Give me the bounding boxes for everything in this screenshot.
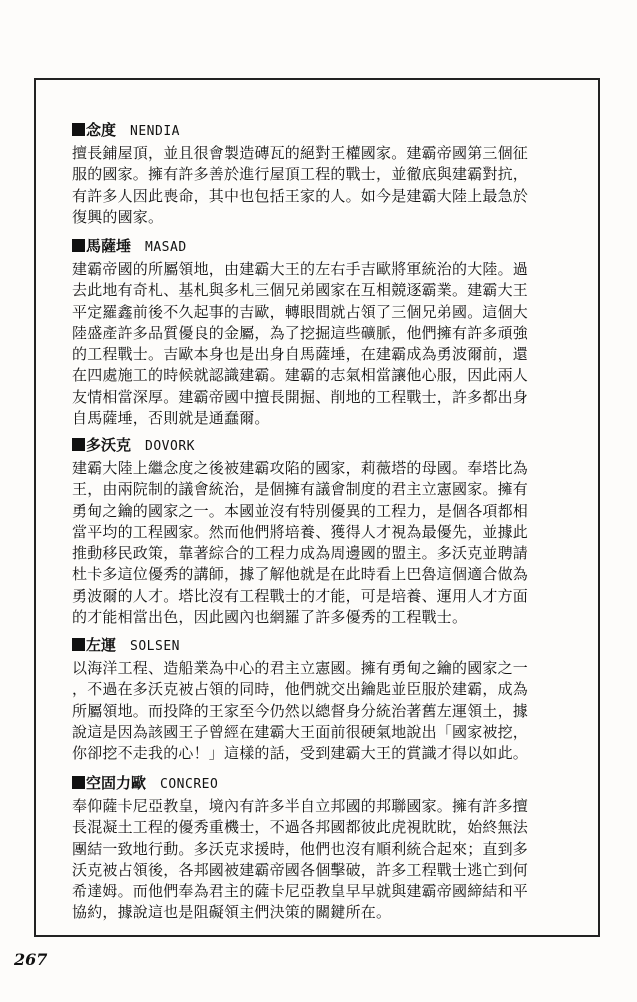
section-nendia bbox=[72, 121, 584, 228]
text-line: 推動移民政策，靠著綜合的工程力成為周邊國的盟主。多沃克並聘請 bbox=[72, 544, 529, 563]
square-bullet-icon bbox=[72, 776, 85, 789]
text-line: 陸盛產許多品質優良的金屬，為了挖掘這些礦脈，他們擁有許多頑強 bbox=[72, 323, 529, 342]
text-line: 建霸帝國的所屬領地，由建霸大王的左右手吉歐將軍統治的大陸。過 bbox=[72, 260, 529, 278]
text-line: 自馬薩埵，否則就是通蠢爾。 bbox=[72, 409, 270, 428]
section-title: 念度 bbox=[86, 121, 117, 139]
text-line: 說這是因為該國王子曾經在建霸大王面前很硬氣地說出「國家被挖， bbox=[72, 722, 529, 741]
square-bullet-icon bbox=[72, 438, 85, 451]
text-line: 你卻挖不走我的心！」這樣的話，受到建霸大王的賞識才得以如此。 bbox=[72, 744, 529, 763]
section-title-en: CONCREO bbox=[160, 777, 219, 792]
text-line: 希達姆。而他們奉為君主的薩卡尼亞教皇早早就與建霸帝國締結和平 bbox=[72, 882, 529, 901]
section-title-en: MASAD bbox=[145, 240, 187, 255]
section-dovork bbox=[72, 436, 584, 628]
text-line: 勇波爾的人才。塔比沒有工程戰士的才能，可是培養、運用人才方面 bbox=[72, 586, 529, 605]
square-bullet-icon bbox=[72, 239, 85, 252]
section-heading bbox=[72, 636, 584, 656]
text-line: 去此地有奇札、基札與多札三個兄弟國家在互相競逐霸業。建霸大王 bbox=[72, 281, 529, 300]
text-line: 沃克被占領後，各邦國被建霸帝國各個擊破，許多工程戰士逃亡到何 bbox=[72, 860, 529, 879]
text-line: 在四處施工的時候就認識建霸。建霸的志氣相當讓他心服，因此兩人 bbox=[72, 366, 529, 385]
square-bullet-icon bbox=[72, 638, 85, 651]
text-line: 友情相當深厚。建霸帝國中擅長開掘、削地的工程戰士，許多都出身 bbox=[72, 387, 529, 406]
section-concreo bbox=[72, 774, 584, 924]
text-line: 平定羅鑫前後不久起事的吉歐，轉眼間就占領了三個兄弟國。這個大 bbox=[72, 302, 529, 321]
text-line: 有許多人因此喪命，其中也包括王家的人。如今是建霸大陸上最急於 bbox=[72, 186, 529, 205]
section-solsen bbox=[72, 636, 584, 764]
text-line: 協約，據說這也是阻礙領主們決策的關鍵所在。 bbox=[72, 903, 392, 922]
section-masad bbox=[72, 237, 584, 429]
text-line: 勇甸之鑰的國家之一。本國並沒有特別優異的工程力，是個各項都相 bbox=[72, 501, 529, 520]
text-line: 的工程戰士。吉歐本身也是出身自馬薩埵，在建霸成為勇波爾前，還 bbox=[72, 345, 529, 364]
text-line: 長混凝土工程的優秀重機士，不過各邦國都彼此虎視眈眈，始終無法 bbox=[72, 818, 529, 837]
text-line: 擅長鋪屋頂，並且很會製造磚瓦的絕對王權國家。建霸帝國第三個征 bbox=[72, 144, 529, 162]
text-line: 杜卡多這位優秀的講師，據了解他就是在此時看上巴魯這個適合做為 bbox=[72, 565, 529, 584]
text-line: 當平均的工程國家。然而他們將培養、獲得人才視為最優先，並據此 bbox=[72, 522, 529, 541]
text-line: 團結一致地行動。多沃克求援時，他們也沒有順利統合起來；直到多 bbox=[72, 839, 529, 858]
text-line: 復興的國家。 bbox=[72, 207, 164, 226]
section-heading bbox=[72, 121, 584, 141]
text-line: ，不過在多沃克被占領的同時，他們就交出鑰匙並臣服於建霸，成為 bbox=[72, 680, 529, 699]
text-line: 的才能相當出色，因此國內也網羅了許多優秀的工程戰士。 bbox=[72, 608, 468, 627]
text-line: 所屬領地。而投降的王家至今仍然以總督身分統治著舊左運領土，據 bbox=[72, 701, 529, 720]
text-line: 建霸大陸上繼念度之後被建霸攻陷的國家，莉薇塔的母國。奉塔比為 bbox=[72, 459, 529, 477]
section-heading bbox=[72, 774, 584, 794]
section-title-en: SOLSEN bbox=[130, 639, 180, 654]
section-heading bbox=[72, 436, 584, 456]
section-title-en: DOVORK bbox=[145, 439, 195, 454]
section-title: 馬薩埵 bbox=[86, 237, 132, 255]
section-title: 左運 bbox=[86, 636, 117, 654]
section-title-en: NENDIA bbox=[130, 124, 180, 139]
square-bullet-icon bbox=[72, 123, 85, 136]
text-line: 以海洋工程、造船業為中心的君主立憲國。擁有勇甸之鑰的國家之一 bbox=[72, 659, 529, 677]
text-line: 奉仰薩卡尼亞教皇，境內有許多半自立邦國的邦聯國家。擁有許多擅 bbox=[72, 797, 529, 815]
section-title: 多沃克 bbox=[86, 436, 132, 454]
section-heading bbox=[72, 237, 584, 257]
text-line: 王，由兩院制的議會統治，是個擁有議會制度的君主立憲國家。擁有 bbox=[72, 480, 529, 499]
section-title: 空固力歐 bbox=[86, 774, 147, 792]
page-number: 267 bbox=[14, 950, 48, 969]
text-line: 服的國家。擁有許多善於進行屋頂工程的戰士，並徹底與建霸對抗， bbox=[72, 165, 529, 184]
